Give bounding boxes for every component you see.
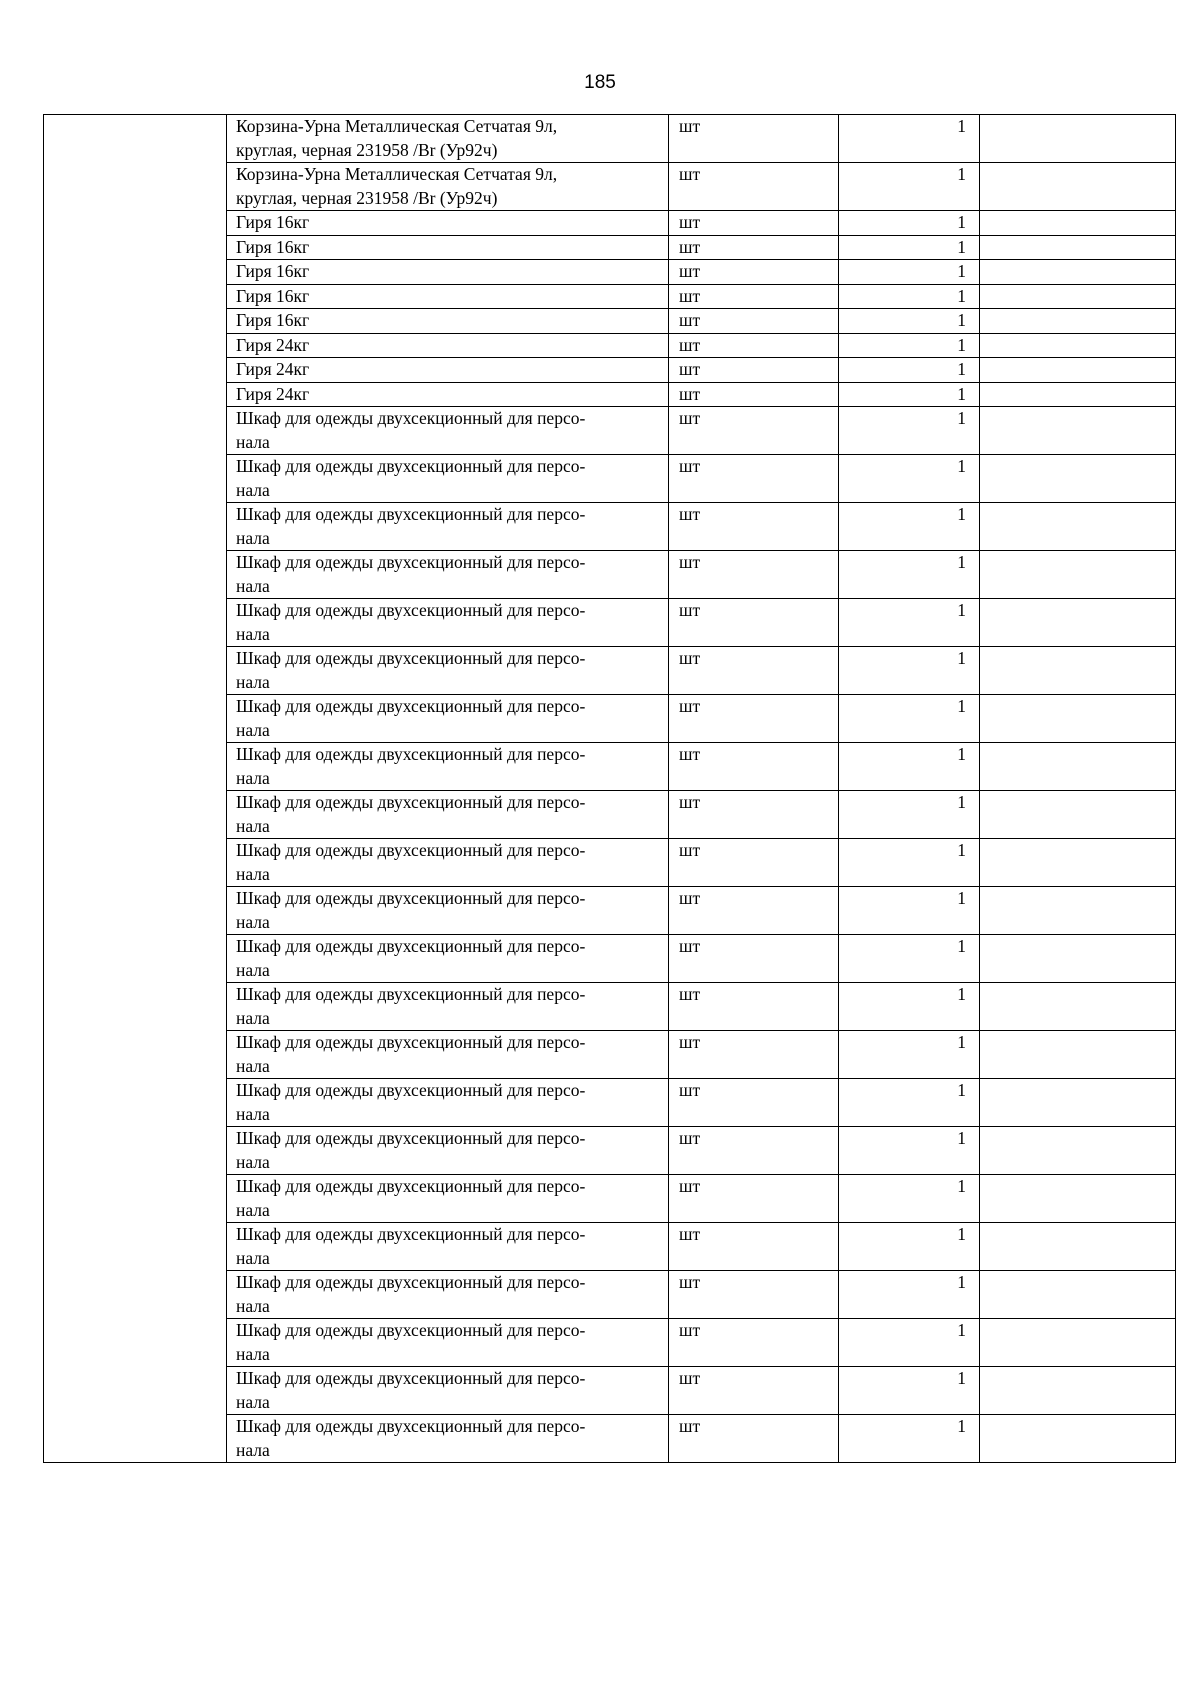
item-name-cell — [227, 887, 669, 935]
item-name-cell — [227, 647, 669, 695]
item-name-line: круглая, черная 231958 /Br (Ур92ч) — [236, 139, 498, 160]
unit-cell: шт — [669, 1175, 839, 1223]
quantity-cell: 1 — [839, 211, 980, 236]
empty-cell — [980, 1031, 1176, 1079]
item-name-line: нала — [236, 1103, 270, 1124]
unit-cell: шт — [669, 260, 839, 285]
item-name-cell — [227, 503, 669, 551]
unit-cell: шт — [669, 1223, 839, 1271]
unit-cell: шт — [669, 791, 839, 839]
table-row — [44, 115, 1176, 163]
unit-cell: шт — [669, 115, 839, 163]
quantity-cell: 1 — [839, 1223, 980, 1271]
empty-cell — [980, 333, 1176, 358]
quantity-cell: 1 — [839, 1127, 980, 1175]
item-name-cell — [227, 309, 669, 334]
empty-cell — [980, 1367, 1176, 1415]
item-name-cell — [227, 382, 669, 407]
quantity-cell: 1 — [839, 1079, 980, 1127]
item-name-line: нала — [236, 959, 270, 980]
quantity-cell: 1 — [839, 599, 980, 647]
item-name-line: нала — [236, 1391, 270, 1412]
item-name-line: Шкаф для одежды двухсекционный для персо- — [236, 1128, 586, 1148]
quantity-cell: 1 — [839, 887, 980, 935]
empty-cell — [980, 599, 1176, 647]
empty-cell — [980, 115, 1176, 163]
empty-cell — [980, 1415, 1176, 1463]
quantity-cell: 1 — [839, 358, 980, 383]
item-name-cell — [227, 599, 669, 647]
item-name-line: нала — [236, 1007, 270, 1028]
empty-cell — [980, 1079, 1176, 1127]
quantity-cell: 1 — [839, 333, 980, 358]
empty-cell — [980, 358, 1176, 383]
item-name-cell — [227, 695, 669, 743]
unit-cell: шт — [669, 551, 839, 599]
item-name-line: Шкаф для одежды двухсекционный для персо- — [236, 888, 586, 908]
quantity-cell: 1 — [839, 163, 980, 211]
empty-cell — [980, 455, 1176, 503]
unit-cell: шт — [669, 309, 839, 334]
quantity-cell: 1 — [839, 1367, 980, 1415]
item-name-line: Шкаф для одежды двухсекционный для персо- — [236, 696, 586, 716]
quantity-cell: 1 — [839, 1271, 980, 1319]
inventory-table-body — [44, 115, 1176, 1463]
section-cell — [44, 115, 227, 1463]
unit-cell: шт — [669, 284, 839, 309]
item-name-line: нала — [236, 719, 270, 740]
empty-cell — [980, 1127, 1176, 1175]
empty-cell — [980, 791, 1176, 839]
unit-cell: шт — [669, 211, 839, 236]
item-name-cell — [227, 163, 669, 211]
item-name-cell — [227, 455, 669, 503]
quantity-cell: 1 — [839, 1175, 980, 1223]
item-name-cell — [227, 1367, 669, 1415]
unit-cell: шт — [669, 1415, 839, 1463]
item-name-line: нала — [236, 671, 270, 692]
item-name-line: Шкаф для одежды двухсекционный для персо- — [236, 648, 586, 668]
unit-cell: шт — [669, 839, 839, 887]
empty-cell — [980, 382, 1176, 407]
unit-cell: шт — [669, 935, 839, 983]
item-name-cell — [227, 1079, 669, 1127]
quantity-cell: 1 — [839, 1415, 980, 1463]
unit-cell: шт — [669, 407, 839, 455]
item-name-line: Гиря 24кг — [236, 334, 310, 355]
item-name-line: Шкаф для одежды двухсекционный для персо- — [236, 792, 586, 812]
item-name-line: нала — [236, 911, 270, 932]
unit-cell: шт — [669, 1031, 839, 1079]
empty-cell — [980, 407, 1176, 455]
item-name-cell — [227, 1223, 669, 1271]
quantity-cell: 1 — [839, 983, 980, 1031]
empty-cell — [980, 1319, 1176, 1367]
quantity-cell: 1 — [839, 382, 980, 407]
quantity-cell: 1 — [839, 743, 980, 791]
item-name-cell — [227, 551, 669, 599]
unit-cell: шт — [669, 599, 839, 647]
item-name-line: нала — [236, 479, 270, 500]
empty-cell — [980, 1175, 1176, 1223]
item-name-cell — [227, 935, 669, 983]
unit-cell: шт — [669, 695, 839, 743]
empty-cell — [980, 284, 1176, 309]
unit-cell: шт — [669, 382, 839, 407]
item-name-cell — [227, 1127, 669, 1175]
item-name-cell — [227, 284, 669, 309]
item-name-line: Шкаф для одежды двухсекционный для персо- — [236, 1176, 586, 1196]
item-name-line: Гиря 16кг — [236, 236, 310, 257]
item-name-line: Корзина-Урна Металлическая Сетчатая 9л, — [236, 116, 558, 136]
empty-cell — [980, 935, 1176, 983]
quantity-cell: 1 — [839, 647, 980, 695]
item-name-line: Шкаф для одежды двухсекционный для персо- — [236, 936, 586, 956]
unit-cell: шт — [669, 1127, 839, 1175]
item-name-cell — [227, 1415, 669, 1463]
item-name-line: нала — [236, 1439, 270, 1460]
unit-cell: шт — [669, 983, 839, 1031]
item-name-cell — [227, 1175, 669, 1223]
unit-cell: шт — [669, 1271, 839, 1319]
unit-cell: шт — [669, 1367, 839, 1415]
item-name-line: нала — [236, 863, 270, 884]
item-name-line: нала — [236, 575, 270, 596]
item-name-line: Шкаф для одежды двухсекционный для персо- — [236, 1224, 586, 1244]
item-name-line: Шкаф для одежды двухсекционный для персо- — [236, 840, 586, 860]
quantity-cell: 1 — [839, 935, 980, 983]
empty-cell — [980, 1271, 1176, 1319]
item-name-line: нала — [236, 431, 270, 452]
item-name-line: Шкаф для одежды двухсекционный для персо- — [236, 408, 586, 428]
item-name-line: нала — [236, 1295, 270, 1316]
empty-cell — [980, 503, 1176, 551]
empty-cell — [980, 743, 1176, 791]
item-name-cell — [227, 839, 669, 887]
quantity-cell: 1 — [839, 407, 980, 455]
quantity-cell: 1 — [839, 695, 980, 743]
item-name-line: Шкаф для одежды двухсекционный для персо- — [236, 744, 586, 764]
item-name-line: нала — [236, 1247, 270, 1268]
item-name-line: Гиря 16кг — [236, 212, 310, 232]
item-name-cell — [227, 407, 669, 455]
item-name-line: нала — [236, 1199, 270, 1220]
item-name-line: нала — [236, 623, 270, 644]
empty-cell — [980, 260, 1176, 285]
item-name-line: Шкаф для одежды двухсекционный для персо- — [236, 1080, 586, 1100]
item-name-line: нала — [236, 1055, 270, 1076]
quantity-cell: 1 — [839, 235, 980, 260]
item-name-cell — [227, 743, 669, 791]
item-name-cell — [227, 260, 669, 285]
item-name-line: нала — [236, 767, 270, 788]
unit-cell: шт — [669, 1079, 839, 1127]
item-name-line: Гиря 16кг — [236, 310, 310, 330]
item-name-line: Шкаф для одежды двухсекционный для персо- — [236, 1032, 586, 1052]
quantity-cell: 1 — [839, 1031, 980, 1079]
item-name-line: Шкаф для одежды двухсекционный для персо- — [236, 1416, 586, 1436]
item-name-cell — [227, 358, 669, 383]
empty-cell — [980, 887, 1176, 935]
item-name-line: Шкаф для одежды двухсекционный для персо- — [236, 1368, 586, 1388]
unit-cell: шт — [669, 1319, 839, 1367]
quantity-cell: 1 — [839, 260, 980, 285]
quantity-cell: 1 — [839, 839, 980, 887]
item-name-cell — [227, 211, 669, 236]
item-name-cell — [227, 235, 669, 260]
item-name-line: Шкаф для одежды двухсекционный для персо- — [236, 552, 586, 572]
unit-cell: шт — [669, 647, 839, 695]
empty-cell — [980, 309, 1176, 334]
quantity-cell: 1 — [839, 455, 980, 503]
unit-cell: шт — [669, 887, 839, 935]
item-name-line: Гиря 24кг — [236, 359, 310, 379]
empty-cell — [980, 163, 1176, 211]
quantity-cell: 1 — [839, 309, 980, 334]
item-name-line: нала — [236, 815, 270, 836]
item-name-line: Шкаф для одежды двухсекционный для персо- — [236, 1320, 586, 1340]
empty-cell — [980, 551, 1176, 599]
item-name-line: Шкаф для одежды двухсекционный для персо- — [236, 600, 586, 620]
item-name-cell — [227, 983, 669, 1031]
quantity-cell: 1 — [839, 551, 980, 599]
empty-cell — [980, 695, 1176, 743]
unit-cell: шт — [669, 455, 839, 503]
item-name-cell — [227, 1031, 669, 1079]
item-name-line: Гиря 16кг — [236, 285, 310, 306]
item-name-cell — [227, 791, 669, 839]
unit-cell: шт — [669, 333, 839, 358]
unit-cell: шт — [669, 743, 839, 791]
quantity-cell: 1 — [839, 115, 980, 163]
item-name-line: нала — [236, 1343, 270, 1364]
inventory-table — [43, 114, 1176, 1463]
unit-cell: шт — [669, 235, 839, 260]
quantity-cell: 1 — [839, 1319, 980, 1367]
item-name-cell — [227, 333, 669, 358]
item-name-line: Шкаф для одежды двухсекционный для персо- — [236, 984, 586, 1004]
empty-cell — [980, 839, 1176, 887]
empty-cell — [980, 647, 1176, 695]
item-name-line: нала — [236, 1151, 270, 1172]
item-name-cell — [227, 1271, 669, 1319]
page-number: 185 — [584, 72, 616, 93]
quantity-cell: 1 — [839, 503, 980, 551]
empty-cell — [980, 235, 1176, 260]
empty-cell — [980, 1223, 1176, 1271]
unit-cell: шт — [669, 503, 839, 551]
item-name-line: нала — [236, 527, 270, 548]
item-name-line: Шкаф для одежды двухсекционный для персо- — [236, 504, 586, 524]
item-name-line: Гиря 24кг — [236, 383, 310, 404]
empty-cell — [980, 983, 1176, 1031]
item-name-line: Корзина-Урна Металлическая Сетчатая 9л, — [236, 164, 558, 184]
item-name-line: Шкаф для одежды двухсекционный для персо- — [236, 456, 586, 476]
unit-cell: шт — [669, 163, 839, 211]
item-name-cell — [227, 115, 669, 163]
empty-cell — [980, 211, 1176, 236]
item-name-line: круглая, черная 231958 /Br (Ур92ч) — [236, 187, 498, 208]
quantity-cell: 1 — [839, 284, 980, 309]
unit-cell: шт — [669, 358, 839, 383]
item-name-line: Гиря 16кг — [236, 261, 310, 281]
item-name-cell — [227, 1319, 669, 1367]
quantity-cell: 1 — [839, 791, 980, 839]
item-name-line: Шкаф для одежды двухсекционный для персо- — [236, 1272, 586, 1292]
